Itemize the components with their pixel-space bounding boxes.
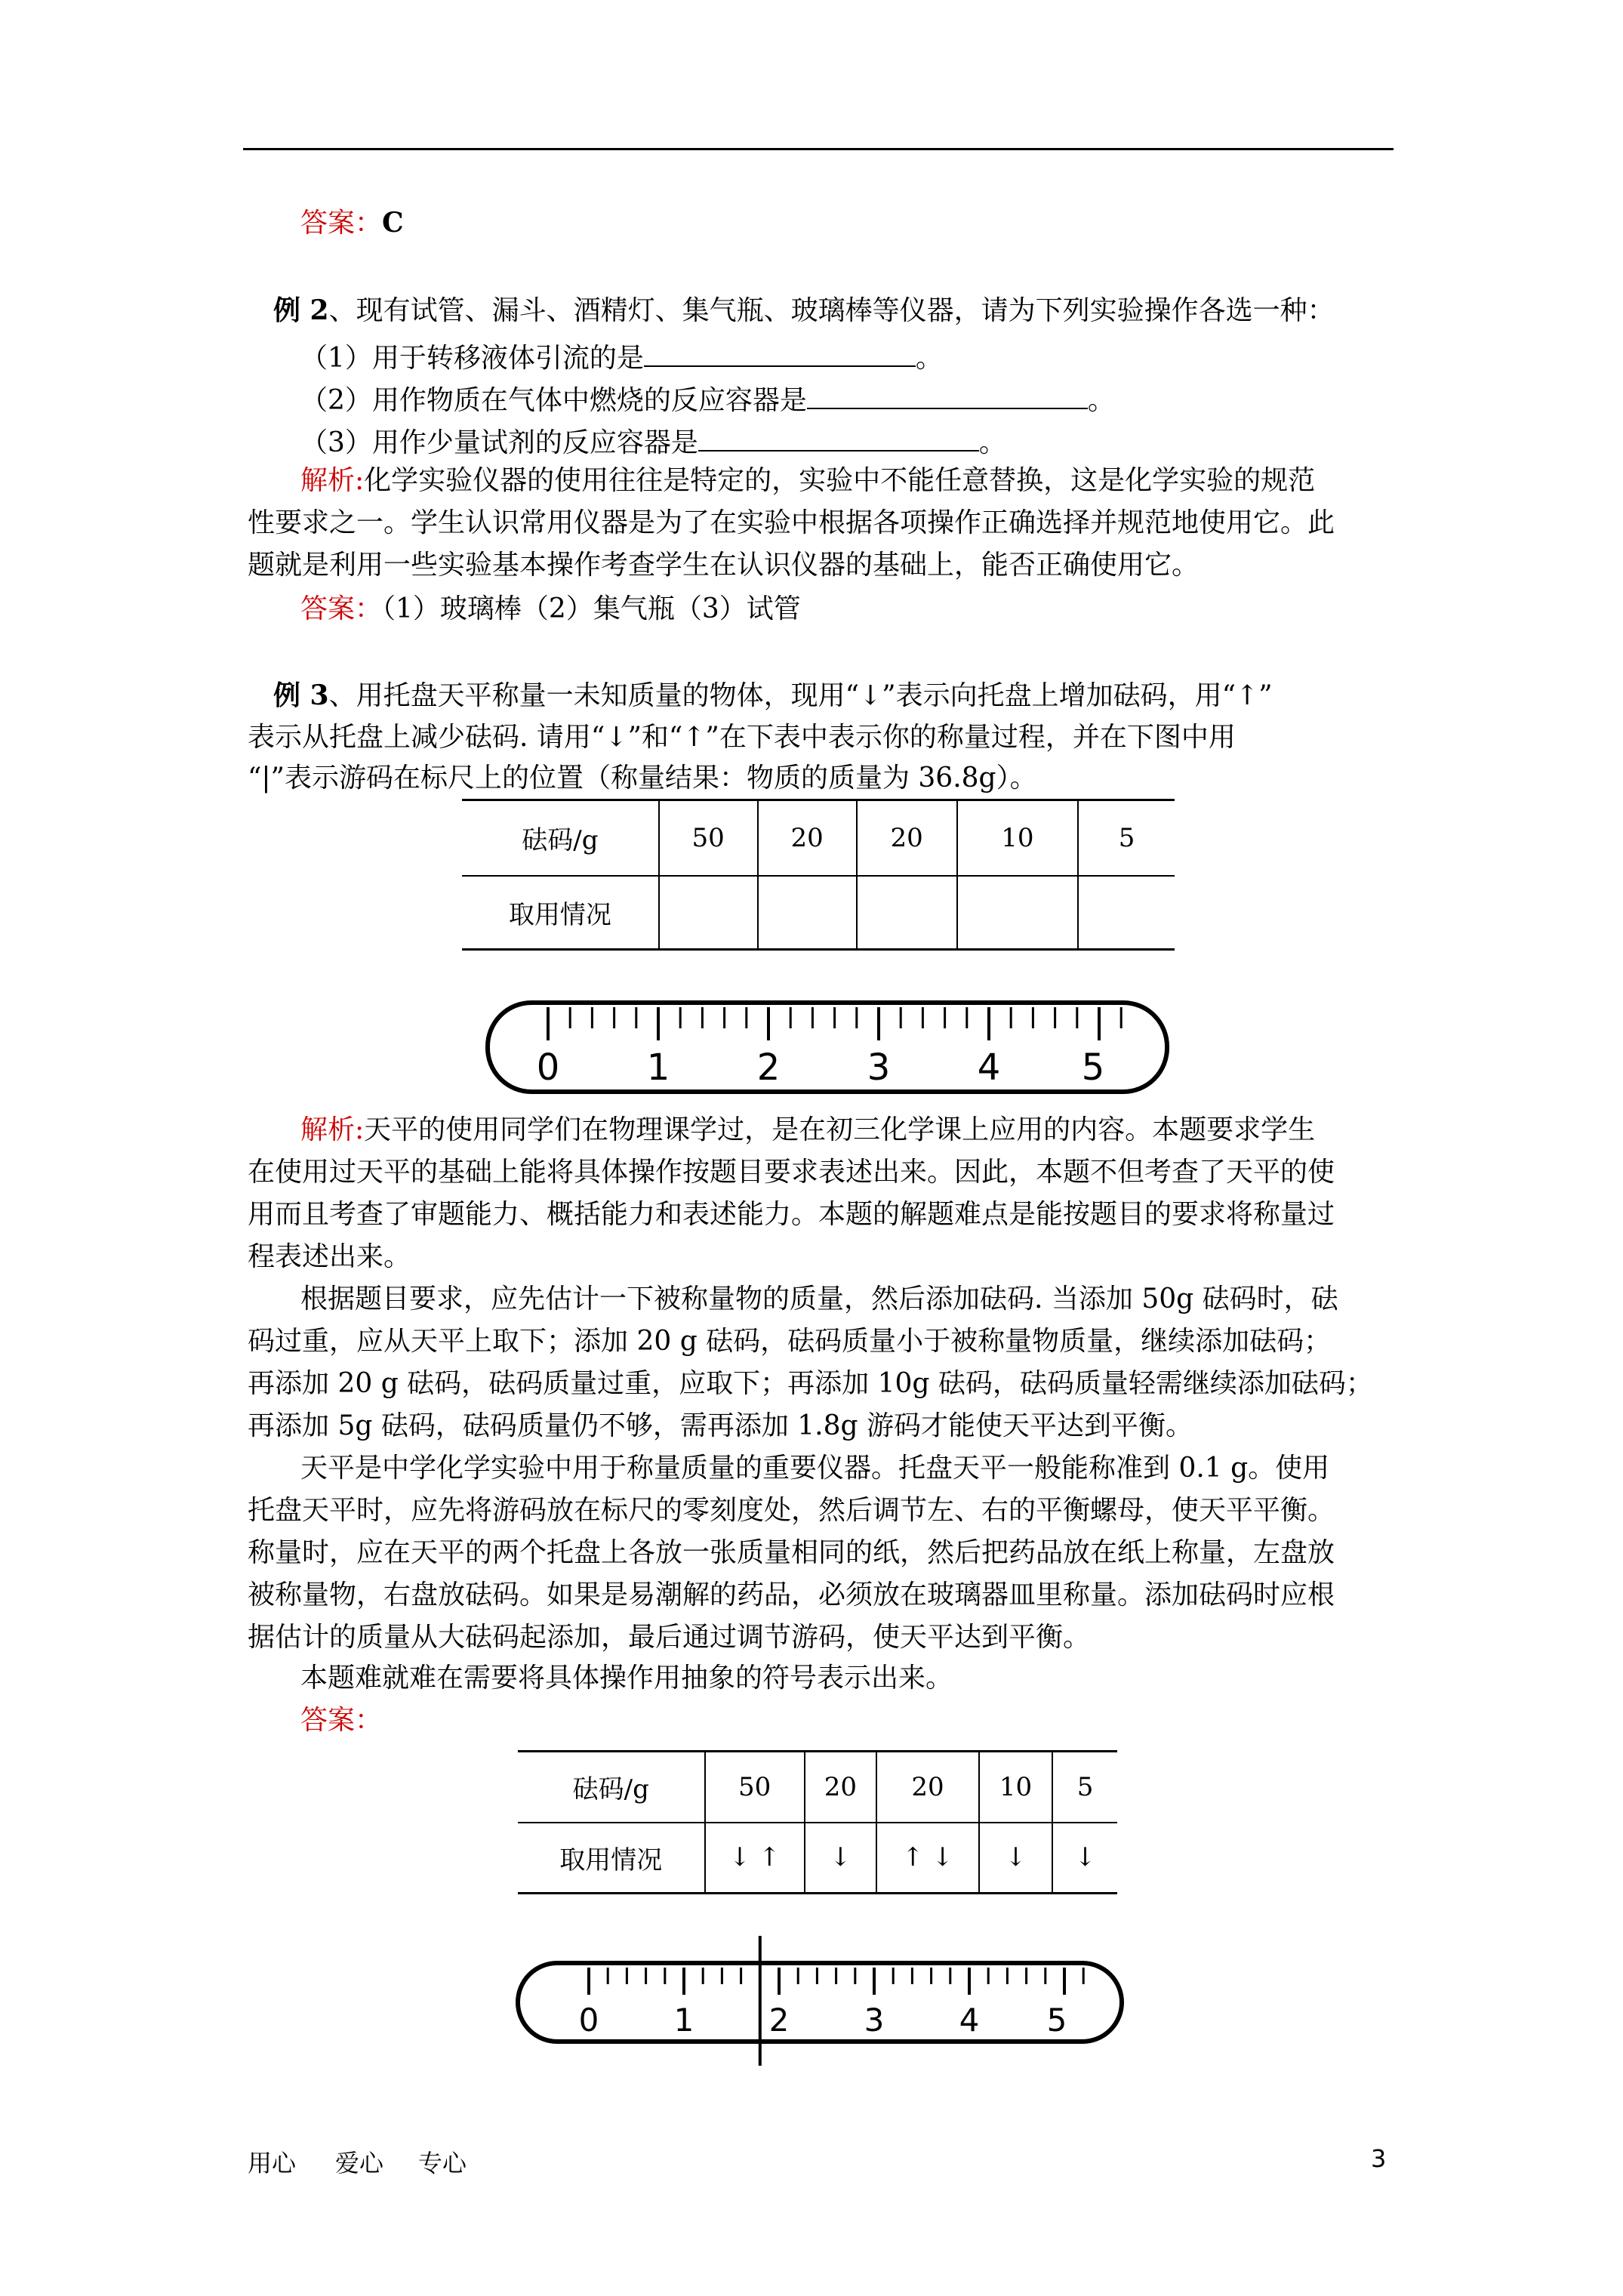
analysis-line: 在使用过天平的基础上能将具体操作按题目要求表述出来。因此，本题不但考查了天平的使	[248, 1157, 1335, 1188]
header-cell: 砝码/g	[518, 1752, 705, 1823]
q2-blank[interactable]	[807, 379, 1088, 409]
usage-cell-empty[interactable]	[1078, 876, 1175, 950]
analysis-text: 天平的使用同学们在物理课学过，是在初三化学课上应用的内容。本题要求学生	[364, 1114, 1316, 1145]
ruler-label: 0	[536, 1046, 560, 1089]
weight-cell: 50	[705, 1752, 805, 1823]
weights-table-question	[462, 799, 1175, 951]
ruler-label: 0	[578, 2002, 599, 2039]
analysis-line: 再添加 20 g 砝码，砝码质量过重，应取下；再添加 10g 砝码，砝码质量轻需继续添加砝码；	[248, 1368, 1373, 1399]
example-3-title: 例 3	[273, 680, 329, 711]
usage-cell-empty[interactable]	[659, 876, 758, 950]
weights-table-answer	[518, 1750, 1117, 1894]
ruler-label: 5	[1046, 2002, 1067, 2039]
analysis-line: 本题难就难在需要将具体操作用抽象的符号表示出来。	[300, 1663, 953, 1693]
header-cell: 砝码/g	[462, 800, 659, 876]
weight-cell: 20	[805, 1752, 876, 1823]
rider-scale-answer	[513, 1933, 1132, 2069]
example-2-analysis-1	[300, 462, 1315, 500]
analysis-line: 称量时，应在天平的两个托盘上各放一张质量相同的纸，然后把药品放在纸上称量，左盘放	[248, 1537, 1335, 1568]
row-label-cell: 取用情况	[462, 876, 659, 950]
analysis-line: 据估计的质量从大砝码起添加，最后通过调节游码，使天平达到平衡。	[248, 1622, 1091, 1653]
ruler-outline	[488, 1003, 1167, 1092]
analysis-line: 托盘天平时，应先将游码放在标尺的零刻度处，然后调节左、右的平衡螺母，使天平平衡。	[248, 1495, 1335, 1526]
example-3-text-1: 、用托盘天平称量一未知质量的物体，现用“↓”表示向托盘上增加砝码，用“↑”	[328, 680, 1273, 711]
usage-cell-empty[interactable]	[857, 876, 957, 950]
weight-cell: 20	[857, 800, 957, 876]
q2-end: 。	[1087, 385, 1115, 416]
weight-cell: 5	[1078, 800, 1175, 876]
answer-1-value: C	[382, 207, 404, 239]
example-3-analysis-1	[300, 1111, 1315, 1149]
header-rule	[243, 148, 1394, 150]
analysis-line: 码过重，应从天平上取下；添加 20 g 砝码，砝码质量小于被称量物质量，继续添加砝码；	[248, 1326, 1332, 1357]
example-3-stem-1	[273, 676, 1421, 715]
ruler-label: 4	[977, 1046, 1001, 1089]
rider-scale-question	[483, 995, 1178, 1101]
q1-text: （1）用于转移液体引流的是	[300, 343, 644, 374]
example-2-answer	[300, 590, 801, 628]
footer-motto-2: 爱心	[335, 2149, 384, 2177]
footer-motto-1: 用心	[248, 2149, 297, 2177]
example-3-stem-2: 表示从托盘上减少砝码. 请用“↓”和“↑”在下表中表示你的称量过程，并在下图中用	[248, 722, 1236, 753]
q1-blank[interactable]	[644, 337, 916, 367]
q1-end: 。	[915, 343, 943, 374]
usage-cell: ↓ ↑	[705, 1823, 805, 1894]
ruler-label: 3	[864, 2002, 885, 2039]
example-2-text: 、现有试管、漏斗、酒精灯、集气瓶、玻璃棒等仪器，请为下列实验操作各选一种：	[328, 295, 1335, 326]
row-label-cell: 取用情况	[518, 1823, 705, 1894]
example-3-answer-label	[300, 1702, 382, 1740]
analysis-line: 用而且考查了审题能力、概括能力和表述能力。本题的解题难点是能按题目的要求将称量过	[248, 1199, 1335, 1230]
example-2-stem	[273, 291, 1421, 330]
weight-cell: 20	[876, 1752, 979, 1823]
example-2-q3	[300, 421, 1006, 462]
weight-cell: 5	[1052, 1752, 1117, 1823]
ruler-label: 2	[756, 1046, 781, 1089]
analysis-line: 天平是中学化学实验中用于称量质量的重要仪器。托盘天平一般能称准到 0.1 g。使用	[300, 1453, 1330, 1484]
analysis-line: 程表述出来。	[248, 1241, 411, 1272]
weight-cell: 10	[979, 1752, 1052, 1823]
ruler-label: 4	[959, 2002, 980, 2039]
example-2-analysis-3: 题就是利用一些实验基本操作考查学生在认识仪器的基础上，能否正确使用它。	[248, 550, 1200, 581]
analysis-line: 再添加 5g 砝码，砝码质量仍不够，需再添加 1.8g 游码才能使天平达到平衡。	[248, 1410, 1193, 1441]
page-number: 3	[1371, 2144, 1387, 2173]
answer-1	[300, 204, 404, 242]
ruler-ticks	[589, 1968, 1083, 1995]
answer-label: 答案：	[300, 1705, 383, 1736]
weight-cell: 50	[659, 800, 758, 876]
weight-cell: 10	[957, 800, 1079, 876]
q3-end: 。	[978, 427, 1006, 458]
example-2-analysis-2: 性要求之一。学生认识常用仪器是为了在实验中根据各项操作正确选择并规范地使用它。此	[248, 507, 1335, 538]
usage-cell: ↓	[1052, 1823, 1117, 1894]
usage-cell-empty[interactable]	[957, 876, 1079, 950]
footer-motto-3: 专心	[418, 2149, 467, 2177]
usage-cell-empty[interactable]	[758, 876, 857, 950]
example-2-q2	[300, 379, 1115, 420]
analysis-label: 解析:	[300, 465, 365, 496]
analysis-label: 解析:	[300, 1114, 365, 1145]
example-2-title: 例 2	[273, 294, 329, 326]
ruler-label: 5	[1081, 1046, 1105, 1089]
analysis-line: 根据题目要求，应先估计一下被称量物的质量，然后添加砝码. 当添加 50g 砝码时，砝	[300, 1284, 1338, 1314]
answer-label: 答案：	[300, 593, 383, 624]
ruler-ticks	[548, 1007, 1121, 1040]
weight-cell: 20	[758, 800, 857, 876]
ruler-label: 1	[673, 2002, 694, 2039]
example-2-q1	[300, 337, 943, 378]
example-3-stem-3: “|”表示游码在标尺上的位置（称量结果：物质的质量为 36.8g）。	[248, 763, 1037, 794]
analysis-text: 化学实验仪器的使用往往是特定的，实验中不能任意替换，这是化学实验的规范	[364, 465, 1316, 496]
q3-blank[interactable]	[698, 421, 979, 451]
answer-1-label: 答案：	[300, 208, 383, 239]
ruler-label: 2	[768, 2002, 790, 2039]
q2-text: （2）用作物质在气体中燃烧的反应容器是	[300, 385, 807, 416]
usage-cell: ↑ ↓	[876, 1823, 979, 1894]
usage-cell: ↓	[979, 1823, 1052, 1894]
ruler-label: 1	[646, 1046, 670, 1089]
q3-text: （3）用作少量试剂的反应容器是	[300, 427, 698, 458]
analysis-line: 被称量物，右盘放砝码。如果是易潮解的药品，必须放在玻璃器皿里称量。添加砝码时应根	[248, 1579, 1335, 1610]
usage-cell: ↓	[805, 1823, 876, 1894]
ruler-label: 3	[867, 1046, 891, 1089]
answer-value: （1）玻璃棒（2）集气瓶（3）试管	[382, 593, 801, 624]
